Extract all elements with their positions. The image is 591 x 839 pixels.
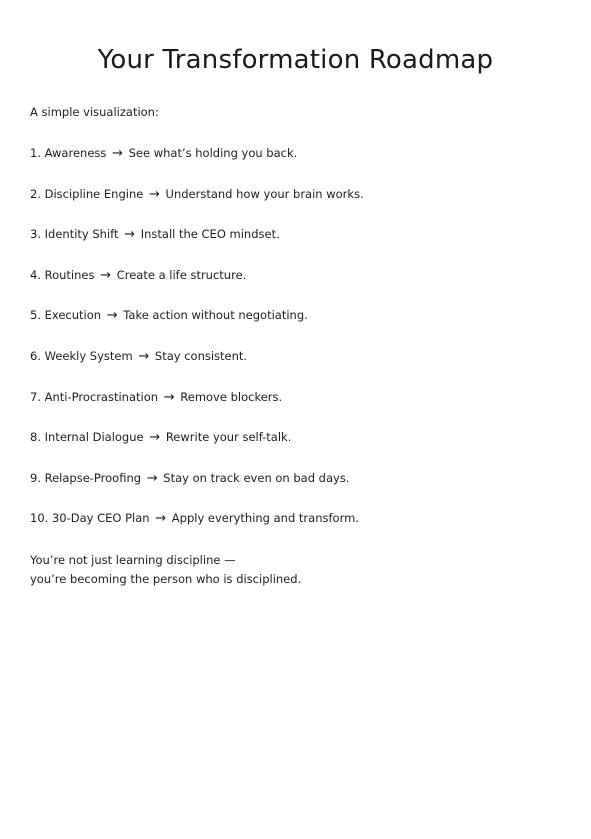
- step-name: 3. Identity Shift: [30, 227, 119, 242]
- roadmap-step: [30, 510, 364, 551]
- step-description: Take action without negotiating.: [123, 308, 308, 323]
- step-description: Rewrite your self-talk.: [165, 430, 292, 445]
- step-name: 10. 30-Day CEO Plan: [30, 511, 150, 526]
- step-name: 1. Awareness: [30, 146, 107, 160]
- arrow-right-icon: →: [100, 267, 112, 283]
- step-description: Understand how your brain works.: [165, 186, 364, 201]
- arrow-right-icon: →: [124, 227, 136, 243]
- step-description: Stay consistent.: [154, 348, 248, 363]
- page-title: Your Transformation Roadmap: [97, 45, 494, 75]
- roadmap-step: [30, 145, 364, 186]
- step-description: Apply everything and transform.: [171, 511, 359, 526]
- step-name: 9. Relapse-Proofing: [30, 470, 142, 485]
- closing-statement: [30, 551, 301, 589]
- closing-line: You’re not just learning discipline —: [30, 553, 236, 567]
- closing-line: you’re becoming the person who is disciplined.: [30, 572, 302, 586]
- arrow-right-icon: →: [138, 348, 150, 364]
- arrow-right-icon: →: [112, 146, 123, 161]
- step-description: Stay on track even on bad days.: [163, 470, 350, 485]
- arrow-right-icon: →: [148, 186, 160, 202]
- arrow-right-icon: →: [106, 308, 118, 324]
- roadmap-step: [30, 429, 364, 470]
- arrow-right-icon: →: [146, 470, 158, 486]
- step-name: 5. Execution: [30, 308, 102, 323]
- step-description: See what’s holding you back.: [128, 146, 298, 160]
- roadmap-step: [30, 267, 364, 308]
- step-name: 8. Internal Dialogue: [30, 430, 144, 445]
- step-name: 7. Anti-Procrastination: [30, 389, 159, 404]
- roadmap-step: [30, 186, 364, 227]
- roadmap-step: [30, 389, 364, 430]
- step-description: Remove blockers.: [180, 389, 283, 404]
- step-name: 6. Weekly System: [30, 348, 133, 363]
- roadmap-step: [30, 307, 364, 348]
- roadmap-step: [30, 470, 364, 511]
- step-description: Install the CEO mindset.: [140, 227, 280, 242]
- arrow-right-icon: →: [155, 511, 167, 527]
- roadmap-step: [30, 348, 364, 389]
- arrow-right-icon: →: [163, 389, 175, 405]
- roadmap-list: [30, 145, 364, 551]
- arrow-right-icon: →: [149, 430, 161, 446]
- step-description: Create a life structure.: [116, 267, 247, 282]
- intro-text: A simple visualization:: [30, 105, 159, 119]
- step-name: 2. Discipline Engine: [30, 186, 144, 201]
- step-name: 4. Routines: [30, 267, 95, 282]
- roadmap-step: [30, 226, 364, 267]
